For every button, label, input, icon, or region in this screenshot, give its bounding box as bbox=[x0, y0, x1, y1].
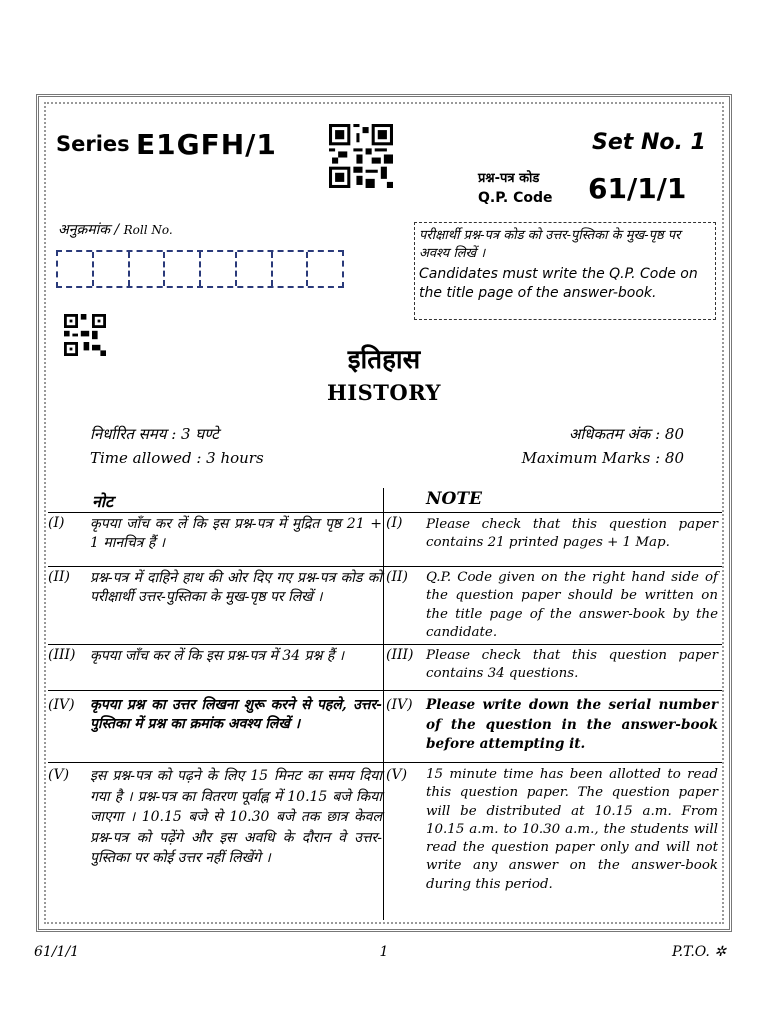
time-allowed-english: Time allowed : 3 hours bbox=[90, 449, 264, 467]
row-divider bbox=[48, 644, 722, 645]
time-allowed-hindi: निर्धारित समय : 3 घण्टे bbox=[90, 425, 219, 443]
roll-label-english: Roll No. bbox=[123, 223, 173, 237]
qp-code-label-english: Q.P. Code bbox=[478, 190, 553, 206]
roll-digit-box[interactable] bbox=[273, 252, 309, 286]
roll-digit-box[interactable] bbox=[130, 252, 166, 286]
note-heading-hindi: नोट bbox=[92, 492, 114, 511]
max-marks-english: Maximum Marks : 80 bbox=[521, 449, 684, 467]
footer-page-number: 1 bbox=[379, 944, 389, 960]
set-number: Set No. 1 bbox=[592, 130, 706, 155]
notes-column-divider bbox=[383, 488, 384, 920]
max-marks-hindi: अधिकतम अंक : 80 bbox=[568, 425, 684, 443]
footer-pto: P.T.O. ✲ bbox=[672, 944, 727, 960]
roll-digit-box[interactable] bbox=[58, 252, 94, 286]
qr-code-icon bbox=[328, 124, 394, 188]
row-divider bbox=[48, 690, 722, 691]
note-hindi: इस प्रश्न-पत्र को पढ़ने के लिए 15 मिनट का समय दिया गया है । प्रश्न-पत्र का वितरण पूर्वाह्न में 10.15 बजे किया जाएगा । 10.15 बजे से 10.30 बजे तक छात्र केवल प्रश्न-पत्र को पढ़ेंगे और इस अवधि के दौरान वे उत्तर-पुस्तिका पर कोई उत्तर नहीं लिखेंगे । bbox=[90, 768, 382, 866]
note-english: 15 minute time has been allotted to read this question paper. The question paper will be distributed at 10.15 a.m. From 10.15 a.m. to 10.30 a.m., the students will read the question paper only and will not write any answer on the answer-book during this period. bbox=[426, 767, 718, 892]
roll-number-label bbox=[58, 220, 173, 239]
notice-hindi: परीक्षार्थी प्रश्न-पत्र कोड को उत्तर-पुस्तिका के मुख-पृष्ठ पर अवश्य लिखें । bbox=[419, 228, 681, 261]
note-number: (II) bbox=[386, 569, 408, 585]
series-label: Series bbox=[56, 132, 130, 156]
note-heading-english: NOTE bbox=[426, 489, 482, 509]
note-number: (III) bbox=[386, 647, 414, 663]
note-number: (I) bbox=[48, 515, 65, 531]
note-number: (IV) bbox=[48, 697, 75, 713]
roll-digit-box[interactable] bbox=[237, 252, 273, 286]
row-divider bbox=[48, 512, 722, 513]
roll-label-hindi: अनुक्रमांक bbox=[58, 222, 110, 238]
row-divider bbox=[48, 566, 722, 567]
note-hindi: कृपया जाँच कर लें कि इस प्रश्न-पत्र में 34 प्रश्न हैं । bbox=[90, 648, 345, 664]
series-code: E1GFH/1 bbox=[136, 128, 277, 161]
qp-code-notice-box bbox=[414, 222, 716, 320]
roll-digit-box[interactable] bbox=[94, 252, 130, 286]
roll-label-separator: / bbox=[109, 222, 124, 238]
note-english: Q.P. Code given on the right hand side of the question paper should be written on the title page of the answer-book by the candidate. bbox=[426, 570, 718, 640]
note-number: (I) bbox=[386, 515, 403, 531]
footer-code: 61/1/1 bbox=[34, 944, 80, 960]
note-english: Please check that this question paper contains 21 printed pages + 1 Map. bbox=[426, 517, 718, 551]
qp-code-value: 61/1/1 bbox=[588, 172, 687, 205]
notice-english: Candidates must write the Q.P. Code on the title page of the answer-book. bbox=[419, 266, 698, 301]
note-hindi: कृपया जाँच कर लें कि इस प्रश्न-पत्र में मुद्रित पृष्ठ 21 + 1 मानचित्र हैं । bbox=[90, 516, 382, 551]
note-number: (II) bbox=[48, 569, 70, 585]
roll-digit-box[interactable] bbox=[201, 252, 237, 286]
note-english: Please check that this question paper contains 34 questions. bbox=[426, 648, 718, 682]
note-number: (IV) bbox=[386, 697, 413, 713]
subject-title-hindi: इतिहास bbox=[347, 345, 421, 375]
note-hindi: कृपया प्रश्न का उत्तर लिखना शुरू करने से पहले, उत्तर-पुस्तिका में प्रश्न का क्रमांक अवश्य लिखें । bbox=[90, 697, 382, 732]
roll-number-boxes[interactable] bbox=[56, 250, 344, 288]
note-hindi: प्रश्न-पत्र में दाहिने हाथ की ओर दिए गए प्रश्न-पत्र कोड को परीक्षार्थी उत्तर-पुस्तिका के मुख-पृष्ठ पर लिखें । bbox=[90, 570, 382, 605]
row-divider bbox=[48, 762, 722, 763]
note-number: (V) bbox=[48, 767, 70, 783]
note-number: (III) bbox=[48, 647, 76, 663]
note-number: (V) bbox=[386, 767, 408, 783]
subject-title-english: HISTORY bbox=[326, 380, 442, 405]
roll-digit-box[interactable] bbox=[308, 252, 342, 286]
qp-code-label-hindi: प्रश्न-पत्र कोड bbox=[478, 171, 540, 186]
note-english: Please write down the serial number of the question in the answer-book before attempting it. bbox=[426, 697, 718, 752]
roll-digit-box[interactable] bbox=[165, 252, 201, 286]
